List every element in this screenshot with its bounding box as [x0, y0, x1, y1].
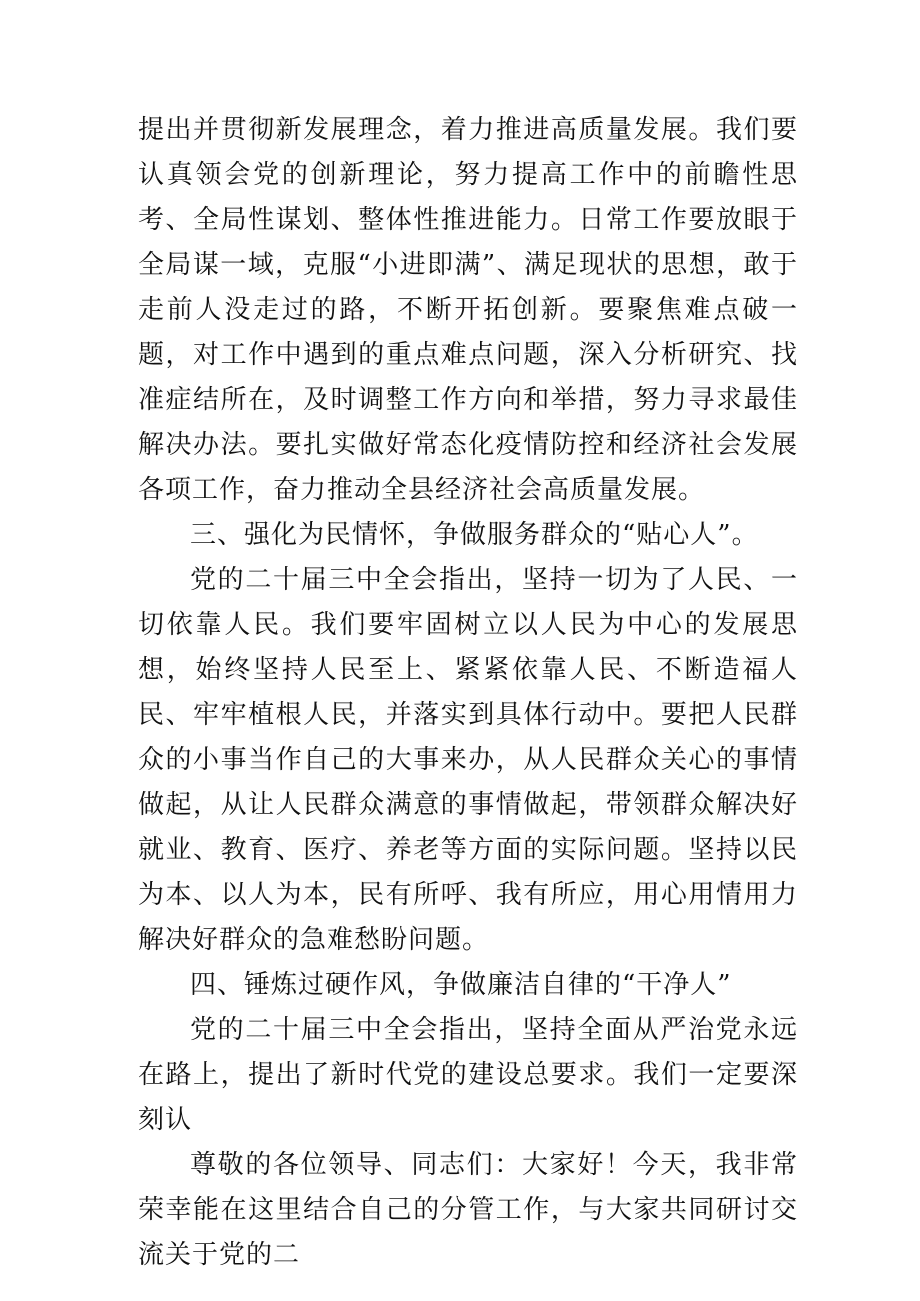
- paragraph-greeting: 尊敬的各位领导、同志们：大家好！今天，我非常荣幸能在这里结合自己的分管工作，与大家共同研讨交流关于党的二: [138, 1150, 798, 1270]
- section-heading-three: 三、强化为民情怀，争做服务群众的“贴心人”。: [190, 520, 759, 550]
- paragraph-section-four-body: 党的二十届三中全会指出，坚持全面从严治党永远在路上，提出了新时代党的建设总要求。我们一定要深刻认: [138, 1015, 798, 1135]
- document-body: [138, 108, 798, 1278]
- paragraph-continued-text: 提出并贯彻新发展理念，着力推进高质量发展。我们要认真领会党的创新理论，努力提高工作中的前瞻性思考、全局性谋划、整体性推进能力。日常工作要放眼于全局谋一域，克服“小进即满”、满足现状的思想，敢于走前人没走过的路，不断开拓创新。要聚焦难点破一题，对工作中遇到的重点难点问题，深入分析研究、找准症结所在，及时调整工作方向和举措，努力寻求最佳解决办法。要扎实做好常态化疫情防控和经济社会发展各项工作，奋力推动全县经济社会高质量发展。: [138, 115, 798, 505]
- paragraph-section-three-body: 党的二十届三中全会指出，坚持一切为了人民、一切依靠人民。我们要牢固树立以人民为中心的发展思想，始终坚持人民至上、紧紧依靠人民、不断造福人民、牢牢植根人民，并落实到具体行动中。要把人民群众的小事当作自己的大事来办，从人民群众关心的事情做起，从让人民群众满意的事情做起，带领群众解决好就业、教育、医疗、养老等方面的实际问题。坚持以民为本、以人为本，民有所呼、我有所应，用心用情用力解决好群众的急难愁盼问题。: [138, 565, 798, 955]
- section-heading-four: 四、锤炼过硬作风，争做廉洁自律的“干净人”: [190, 970, 732, 1000]
